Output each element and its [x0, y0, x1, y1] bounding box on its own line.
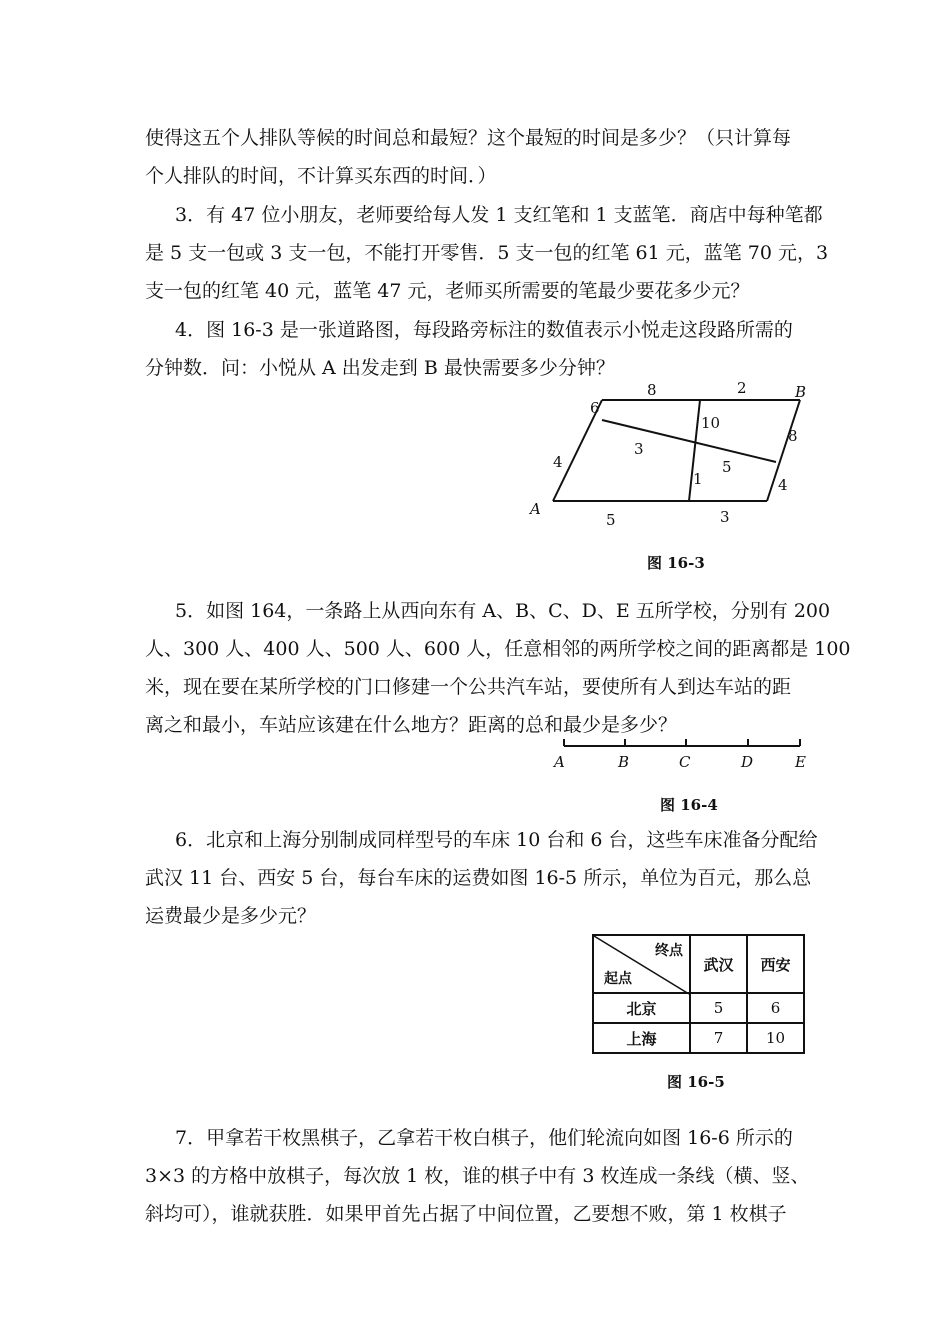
text-line: 支一包的红笔 40 元，蓝笔 47 元，老师买所需要的笔最少要花多少元？ — [145, 280, 750, 302]
school-label-b: B — [618, 753, 630, 771]
text-line: 3．有 47 位小朋友，老师要给每人发 1 支红笔和 1 支蓝笔．商店中每种笔都 — [175, 204, 823, 226]
row-header: 北京 — [593, 993, 690, 1023]
school-line-figure — [564, 739, 800, 746]
text-line: 武汉 11 台、西安 5 台，每台车床的运费如图 16-5 所示，单位为百元，那么总 — [145, 867, 812, 889]
column-header: 西安 — [747, 935, 804, 993]
column-header: 武汉 — [690, 935, 747, 993]
row-header: 上海 — [593, 1023, 690, 1053]
text-line: 分钟数．问：小悦从 A 出发走到 B 最快需要多少分钟？ — [145, 357, 615, 379]
table-cell: 5 — [690, 993, 747, 1023]
school-label-a: A — [554, 753, 565, 771]
edge-label: 5 — [722, 458, 732, 476]
text-line: 7．甲拿若干枚黑棋子，乙拿若干枚白棋子，他们轮流向如图 16-6 所示的 — [175, 1127, 793, 1149]
text-line: 使得这五个人排队等候的时间总和最短？这个最短的时间是多少？（只计算每 — [145, 127, 792, 149]
edge-label: 3 — [634, 440, 644, 458]
road-diagonal — [602, 420, 776, 462]
header-end-label: 终点 — [655, 943, 683, 959]
text-line: 人、300 人、400 人、500 人、600 人，任意相邻的两所学校之间的距离都是 100 — [145, 638, 851, 660]
table-cell: 6 — [747, 993, 804, 1023]
edge-label: 2 — [737, 379, 747, 397]
text-line: 6．北京和上海分别制成同样型号的车床 10 台和 6 台，这些车床准备分配给 — [175, 829, 818, 851]
text-line: 运费最少是多少元？ — [145, 905, 317, 927]
edge-label: 4 — [778, 476, 788, 494]
figure-caption: 图 16-3 — [647, 554, 705, 572]
edge-label: 8 — [647, 381, 657, 399]
edge-label: 10 — [701, 414, 721, 432]
table-cell: 7 — [690, 1023, 747, 1053]
text-line: 是 5 支一包或 3 支一包，不能打开零售．5 支一包的红笔 61 元，蓝笔 70 元，3 — [145, 242, 829, 264]
point-a-label: A — [530, 500, 541, 518]
text-line: 离之和最小，车站应该建在什么地方？距离的总和最少是多少？ — [145, 714, 678, 736]
school-label-c: C — [679, 753, 691, 771]
text-line: 3×3 的方格中放棋子，每次放 1 枚，谁的棋子中有 3 枚连成一条线（横、竖、 — [145, 1165, 810, 1187]
figure-caption: 图 16-4 — [660, 796, 718, 814]
text-line: 5．如图 164，一条路上从西向东有 A、B、C、D、E 五所学校，分别有 200 — [175, 600, 831, 622]
school-label-e: E — [795, 753, 806, 771]
edge-label: 5 — [606, 511, 616, 529]
table-row — [593, 993, 804, 1023]
edge-label: 1 — [693, 470, 703, 488]
point-b-label: B — [795, 383, 807, 401]
freight-cost-table — [592, 934, 805, 1054]
figure-caption: 图 16-5 — [667, 1073, 725, 1091]
edge-label: 3 — [720, 508, 730, 526]
school-label-d: D — [741, 753, 754, 771]
header-start-label: 起点 — [604, 971, 632, 987]
table-row — [593, 1023, 804, 1053]
table-header-diagonal — [593, 935, 690, 993]
text-line: 米，现在要在某所学校的门口修建一个公共汽车站，要使所有人到达车站的距 — [145, 676, 792, 698]
text-line: 4．图 16-3 是一张道路图，每段路旁标注的数值表示小悦走这段路所需的 — [175, 319, 793, 341]
text-line: 斜均可），谁就获胜．如果甲首先占据了中间位置，乙要想不败，第 1 枚棋子 — [145, 1203, 787, 1225]
text-line: 个人排队的时间，不计算买东西的时间．） — [145, 165, 497, 187]
edge-label: 4 — [553, 453, 563, 471]
table-cell: 10 — [747, 1023, 804, 1053]
edge-label: 8 — [788, 427, 798, 445]
edge-label: 6 — [590, 399, 600, 417]
